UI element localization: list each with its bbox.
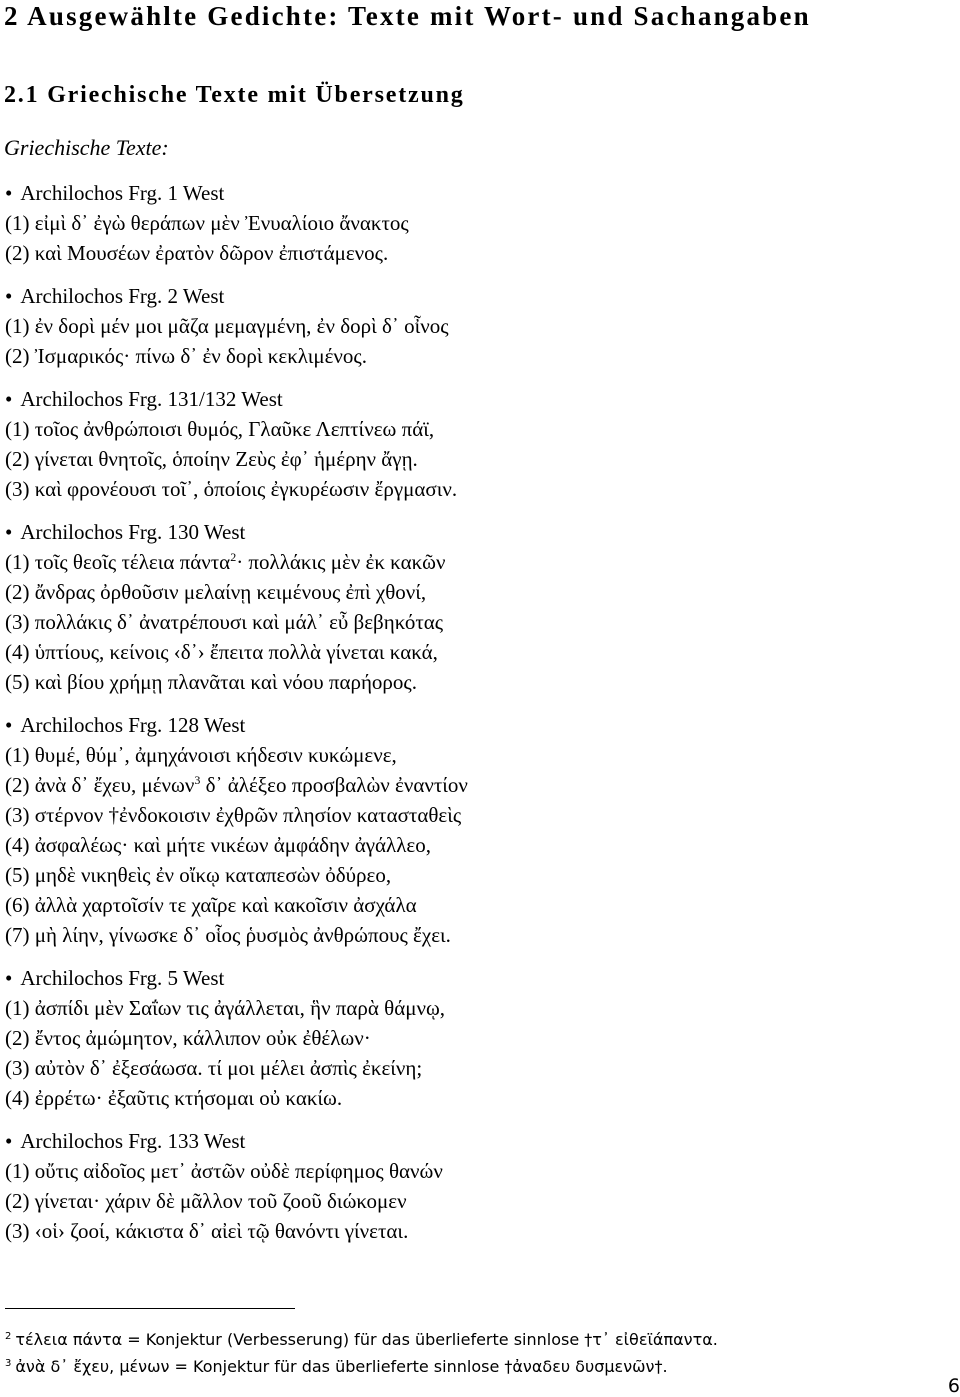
footnote — [5, 1353, 905, 1380]
verse-line: (2) γίνεται· χάριν δὲ μᾶλλον τοῦ ζοοῦ διώκομεν — [5, 1189, 407, 1213]
poem-heading-text: Archilochos Frg. 131/132 West — [20, 387, 283, 411]
footnote-text: τέλεια πάντα = Konjektur (Verbesserung) für das überlieferte sinnlose †τ᾽ εἰθεϊάπαντα. — [15, 1330, 718, 1349]
poem-heading-text: Archilochos Frg. 2 West — [20, 284, 225, 308]
verse-line: (2) ἄνδρας ὀρθοῦσιν μελαίνῃ κειμένους ἐπὶ χθονί, — [5, 580, 427, 604]
verse-line: (2) γίνεται θνητοῖς, ὁποίην Ζεὺς ἐφ᾽ ἡμέρην ἄγῃ. — [5, 447, 418, 471]
verse-text: (1) τοῖς θεοῖς τέλεια πάντα — [5, 550, 231, 574]
bullet-icon: • — [5, 520, 13, 544]
poem-frg-1 — [5, 178, 945, 268]
page-number: 6 — [947, 1375, 960, 1397]
verse-line: (2) Ἰσμαρικός· πίνω δ᾽ ἐν δορὶ κεκλιμένος. — [5, 344, 367, 368]
verse-line: (3) καὶ φρονέουσι τοῖ᾽, ὁποίοις ἐγκυρέωσιν ἔργμασιν. — [5, 477, 458, 501]
verse-line: (3) αὐτὸν δ᾽ ἐξεσάωσα. τί μοι μέλει ἀσπὶς ἐκείνη; — [5, 1056, 423, 1080]
verse-line — [5, 770, 945, 800]
bullet-icon: • — [5, 1129, 13, 1153]
verse-line: (4) ἀσφαλέως· καὶ μήτε νικέων ἀμφάδην ἀγάλλεο, — [5, 833, 431, 857]
poem-heading — [5, 1126, 945, 1156]
section-title: 2.1 Griechische Texte mit Übersetzung — [4, 82, 465, 108]
bullet-icon: • — [5, 966, 13, 990]
poem-heading-text: Archilochos Frg. 128 West — [20, 713, 246, 737]
verse-line: (1) τοῖος ἀνθρώποισι θυμός, Γλαῦκε Λεπτίνεω πάϊ, — [5, 417, 435, 441]
poem-frg-130 — [5, 517, 945, 697]
verse-line: (1) εἰμὶ δ᾽ ἐγὼ θεράπων μὲν Ἐνυαλίοιο ἄνακτος — [5, 211, 409, 235]
verse-line: (1) οὔτις αἰδοῖος μετ᾽ ἀστῶν οὐδὲ περίφημος θανών — [5, 1159, 443, 1183]
footnotes — [5, 1326, 905, 1380]
poem-heading — [5, 517, 945, 547]
poem-heading-text: Archilochos Frg. 5 West — [20, 966, 225, 990]
footnote-reference: 3 — [194, 773, 201, 787]
footnote-mark: 2 — [5, 1330, 12, 1342]
verse-line: (6) ἀλλὰ χαρτοῖσίν τε χαῖρε καὶ κακοῖσιν ἀσχάλα — [5, 893, 417, 917]
poem-list — [5, 178, 945, 1259]
verse-line: (4) ὑπτίους, κείνοις ‹δ᾽› ἔπειτα πολλὰ γίνεται κακά, — [5, 640, 438, 664]
verse-line: (3) πολλάκις δ᾽ ἀνατρέπουσι καὶ μάλ᾽ εὖ βεβηκότας — [5, 610, 444, 634]
poem-frg-2 — [5, 281, 945, 371]
verse-line: (5) μηδὲ νικηθεὶς ἐν οἴκῳ καταπεσὼν ὀδύρεο, — [5, 863, 392, 887]
poem-heading-text: Archilochos Frg. 130 West — [20, 520, 246, 544]
verse-line: (5) καὶ βίου χρήμῃ πλανᾶται καὶ νόου παρήορος. — [5, 670, 417, 694]
bullet-icon: • — [5, 284, 13, 308]
verse-line: (1) ἀσπίδι μὲν Σαΐων τις ἀγάλλεται, ἣν παρὰ θάμνῳ, — [5, 996, 446, 1020]
poem-heading — [5, 963, 945, 993]
verse-text: δ᾽ ἀλέξεο προσβαλὼν ἐναντίον — [200, 773, 468, 797]
footnote-mark: 3 — [5, 1357, 12, 1369]
subsection-title: Griechische Texte: — [4, 135, 169, 160]
poem-frg-131-132 — [5, 384, 945, 504]
verse-text: · πολλάκις μὲν ἐκ κακῶν — [236, 550, 446, 574]
poem-frg-128 — [5, 710, 945, 950]
footnote — [5, 1326, 905, 1353]
poem-frg-5 — [5, 963, 945, 1113]
bullet-icon: • — [5, 387, 13, 411]
verse-line: (1) θυμέ, θύμ᾽, ἀμηχάνοισι κήδεσιν κυκώμενε, — [5, 743, 397, 767]
footnote-text: ἀνὰ δ᾽ ἔχευ, μένων = Konjektur für das überlieferte sinnlose †ἀναδευ δυσμενῶν†. — [15, 1357, 668, 1376]
footnote-reference: 2 — [230, 550, 237, 564]
verse-line: (1) ἐν δορὶ μέν μοι μᾶζα μεμαγμένη, ἐν δορὶ δ᾽ οἶνος — [5, 314, 449, 338]
poem-heading-text: Archilochos Frg. 1 West — [20, 181, 225, 205]
bullet-icon: • — [5, 181, 13, 205]
verse-text: (2) ἀνὰ δ᾽ ἔχευ, μένων — [5, 773, 195, 797]
poem-heading — [5, 178, 945, 208]
poem-heading — [5, 281, 945, 311]
poem-heading — [5, 710, 945, 740]
verse-line: (2) ἔντος ἀμώμητον, κάλλιπον οὐκ ἐθέλων· — [5, 1026, 371, 1050]
poem-heading-text: Archilochos Frg. 133 West — [20, 1129, 246, 1153]
poem-frg-133 — [5, 1126, 945, 1246]
verse-line: (3) ‹οἱ› ζοοί, κάκιστα δ᾽ αἰεὶ τῷ θανόντι γίνεται. — [5, 1219, 409, 1243]
verse-line: (7) μὴ λίην, γίνωσκε δ᾽ οἷος ῥυσμὸς ἀνθρώπους ἔχει. — [5, 923, 451, 947]
footnote-separator — [5, 1308, 295, 1309]
verse-line — [5, 547, 945, 577]
verse-line: (3) στέρνον †ἐνδοκοισιν ἐχθρῶν πλησίον κατασταθεὶς — [5, 803, 462, 827]
verse-line: (2) καὶ Μουσέων ἐρατὸν δῶρον ἐπιστάμενος. — [5, 241, 389, 265]
poem-heading — [5, 384, 945, 414]
chapter-title: 2 Ausgewählte Gedichte: Texte mit Wort- und Sachangaben — [4, 1, 811, 31]
verse-line: (4) ἐρρέτω· ἐξαῦτις κτήσομαι οὐ κακίω. — [5, 1086, 343, 1110]
bullet-icon: • — [5, 713, 13, 737]
